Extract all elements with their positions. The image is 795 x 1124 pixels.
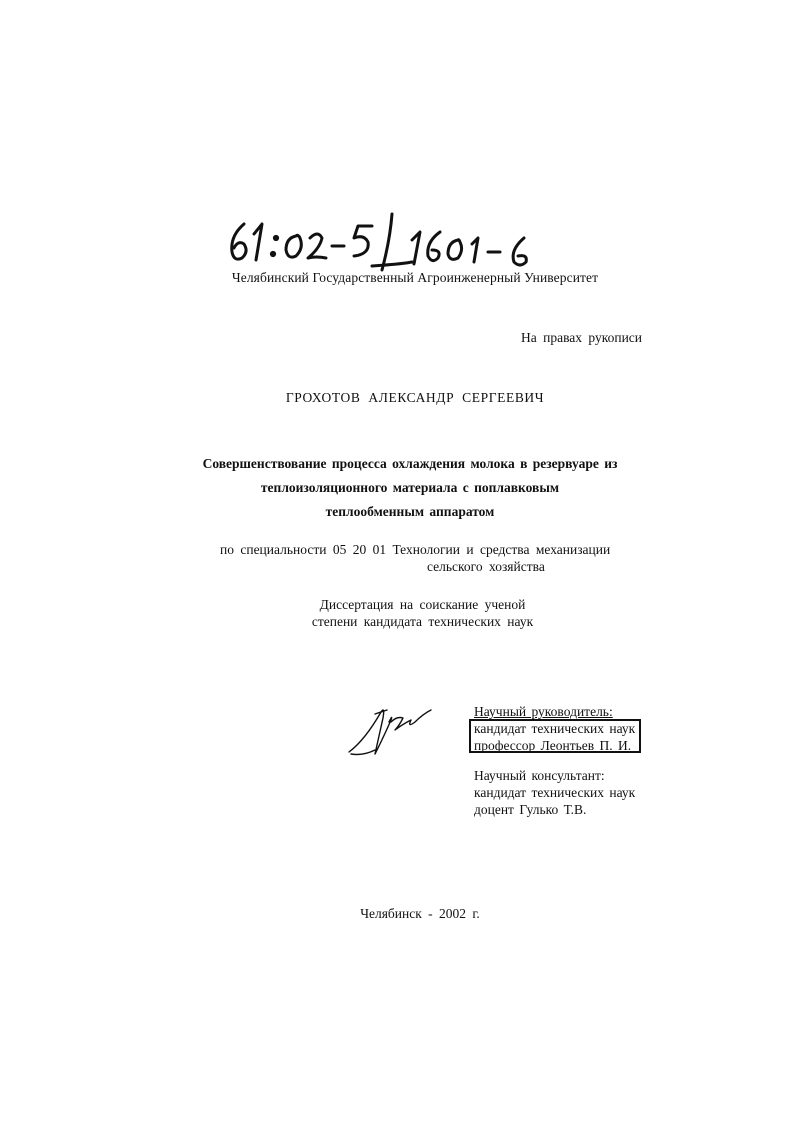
handwritten-signature (345, 700, 435, 760)
supervisor-heading: Научный руководитель: (474, 704, 613, 719)
title-line: теплоизоляционного материала с поплавковым (260, 480, 560, 495)
consultant-degree: кандидат технических наук (474, 785, 636, 800)
specialty-line: сельского хозяйства (427, 559, 545, 574)
city-and-year: Челябинск - 2002 г. (360, 906, 480, 921)
consultant-heading: Научный консультант: (474, 768, 605, 783)
handwritten-archive-code (222, 206, 542, 276)
dissertation-degree (0, 596, 795, 630)
dissertation-title (0, 452, 795, 524)
title-line: теплообменным аппаратом (325, 504, 495, 519)
supervisor-degree: кандидат технических наук (474, 721, 636, 736)
degree-line: Диссертация на соискание ученой (319, 597, 526, 612)
manuscript-rights-note: На правах рукописи (521, 330, 643, 345)
degree-line: степени кандидата технических наук (311, 614, 534, 629)
scientific-consultant (474, 767, 635, 818)
title-line: Совершенствование процесса охлаждения молока в резервуаре из (202, 456, 618, 471)
specialty-line: по специальности 05 20 01 Технологии и средства механизации (220, 542, 611, 557)
author-name: ГРОХОТОВ АЛЕКСАНДР СЕРГЕЕВИЧ (285, 390, 545, 405)
consultant-name: доцент Гулько Т.В. (474, 802, 587, 817)
university-name: Челябинский Государственный Агроинженерный Университет (231, 270, 599, 285)
supervisor-name: профессор Леонтьев П. И. (474, 738, 632, 753)
supervisor-frame (469, 719, 641, 753)
